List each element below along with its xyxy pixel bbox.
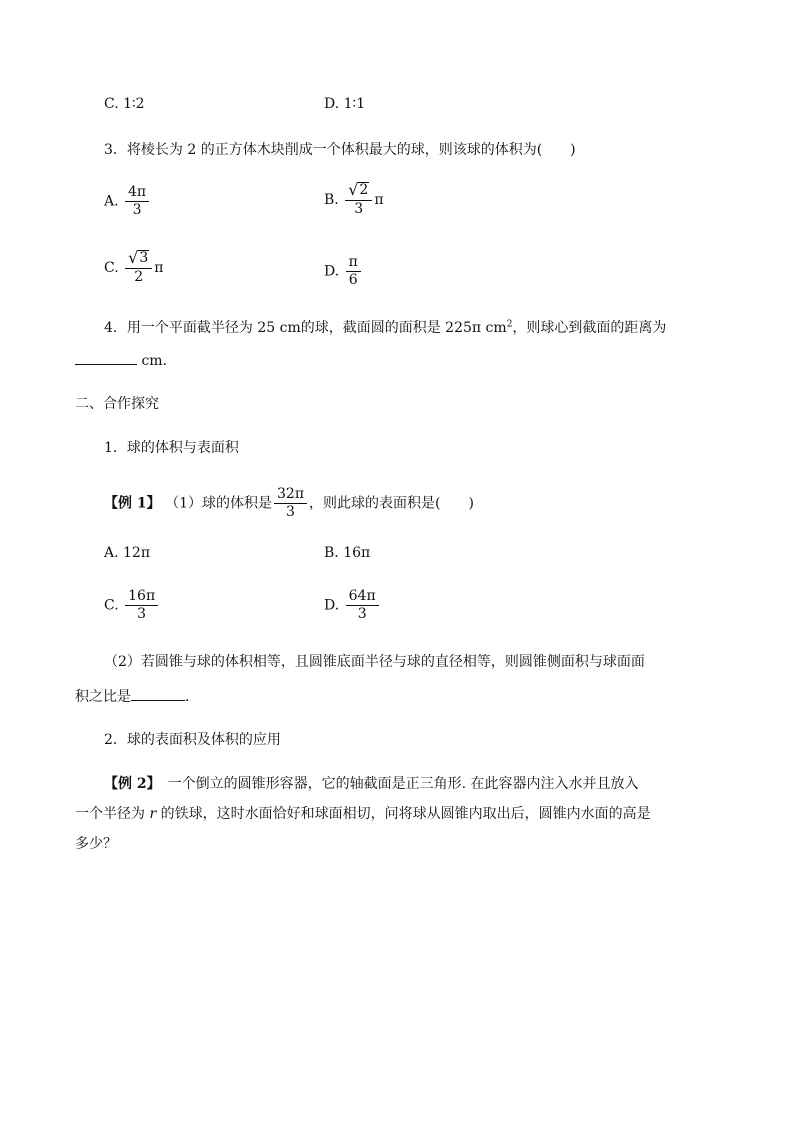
q4-text-end: ，则球心到截面的距离为 (512, 320, 667, 336)
ex1-option-b (324, 545, 370, 561)
period: . (185, 689, 190, 705)
example-1-part-2-line2 (75, 686, 189, 707)
option-label: A. (104, 193, 119, 210)
example-1-part-2-line1: （2）若圆锥与球的体积相等，且圆锥底面半径与球的直径相等，则圆锥侧面积与球面面 (104, 654, 645, 670)
option-text: 1∶2 (123, 96, 145, 112)
fraction (125, 250, 152, 286)
option-text: 16π (343, 545, 371, 561)
option-label: B. (324, 192, 339, 208)
q3-option-d (324, 254, 363, 289)
numerator (345, 182, 372, 201)
fraction (125, 588, 158, 623)
q3-option-b (324, 182, 384, 218)
unit: cm. (141, 353, 168, 369)
subsection-1-title: 1．球的体积与表面积 (104, 440, 239, 456)
ex1-option-d (324, 588, 381, 623)
radicand: 2 (359, 182, 369, 198)
denominator: 3 (354, 201, 364, 217)
sqrt (348, 182, 369, 198)
q4-line2 (75, 350, 167, 371)
subsection-2-title: 2．球的表面积及体积的应用 (104, 732, 281, 748)
option-label: C. (104, 96, 119, 112)
ex1-option-c (104, 588, 160, 623)
option-label: C. (104, 260, 119, 276)
q2-option-d (324, 96, 365, 112)
option-label: D. (324, 96, 340, 112)
numerator: 16π (125, 588, 158, 606)
denominator: 3 (137, 606, 147, 622)
option-label: C. (104, 597, 119, 614)
variable: r (149, 806, 157, 822)
numerator: 32π (274, 486, 307, 504)
q3-stem: 3．将棱长为 2 的正方体木块削成一个体积最大的球，则该球的体积为( ) (104, 142, 576, 158)
denominator: 6 (348, 272, 358, 288)
fraction (274, 486, 307, 521)
fraction (345, 182, 372, 218)
q4-text: 4．用一个平面截半径为 25 cm的球，截面圆的面积是 225π cm (104, 320, 507, 336)
radicand: 3 (139, 250, 149, 266)
sqrt (128, 250, 149, 266)
example-2-line3: 多少？ (75, 836, 117, 852)
example-text: 一个半径为 (75, 806, 150, 822)
example-text: 积之比是 (75, 689, 131, 705)
fraction (346, 254, 361, 289)
ex1-option-a (104, 545, 150, 561)
denominator: 3 (286, 504, 295, 520)
numerator: 64π (346, 588, 379, 606)
denominator: 3 (357, 606, 367, 622)
example-text-end: 的铁球，这时水面恰好和球面相切，问将球从圆锥内取出后，圆锥内水面的高是 (156, 806, 651, 822)
numerator (125, 250, 152, 269)
example-text: （1）球的体积是 (165, 495, 272, 512)
option-label: B. (324, 545, 339, 561)
q2-option-c (104, 96, 145, 112)
example-tag: 【例 2】 (104, 776, 154, 792)
answer-blank (75, 350, 137, 365)
example-1-part-1 (104, 486, 474, 521)
option-label: D. (324, 263, 340, 280)
pi-suffix: π (374, 192, 384, 208)
example-2-line2 (75, 804, 651, 824)
numerator: π (346, 254, 361, 272)
option-text: 12π (123, 545, 151, 561)
answer-blank (131, 686, 185, 701)
example-text-end: ，则此球的表面积是( ) (309, 495, 474, 512)
section-title: 二、合作探究 (75, 396, 159, 412)
superscript: 2 (506, 319, 513, 330)
example-tag: 【例 1】 (104, 495, 161, 512)
denominator: 3 (132, 202, 142, 218)
option-label: D. (324, 597, 340, 614)
radical-sign: √ (348, 180, 359, 199)
radical-sign: √ (128, 248, 139, 267)
numerator: 4π (125, 184, 149, 202)
example-text: 一个倒立的圆锥形容器，它的轴截面是正三角形. 在此容器内注入水并且放入 (153, 776, 639, 792)
option-text: 1∶1 (343, 96, 366, 112)
q3-option-a (104, 184, 151, 219)
example-2-line1 (104, 774, 639, 794)
option-label: A. (104, 545, 119, 561)
q3-option-c (104, 250, 163, 286)
fraction (125, 184, 149, 219)
denominator: 2 (134, 269, 144, 285)
q4-line1 (104, 318, 666, 338)
fraction (346, 588, 379, 623)
pi-suffix: π (154, 260, 164, 276)
